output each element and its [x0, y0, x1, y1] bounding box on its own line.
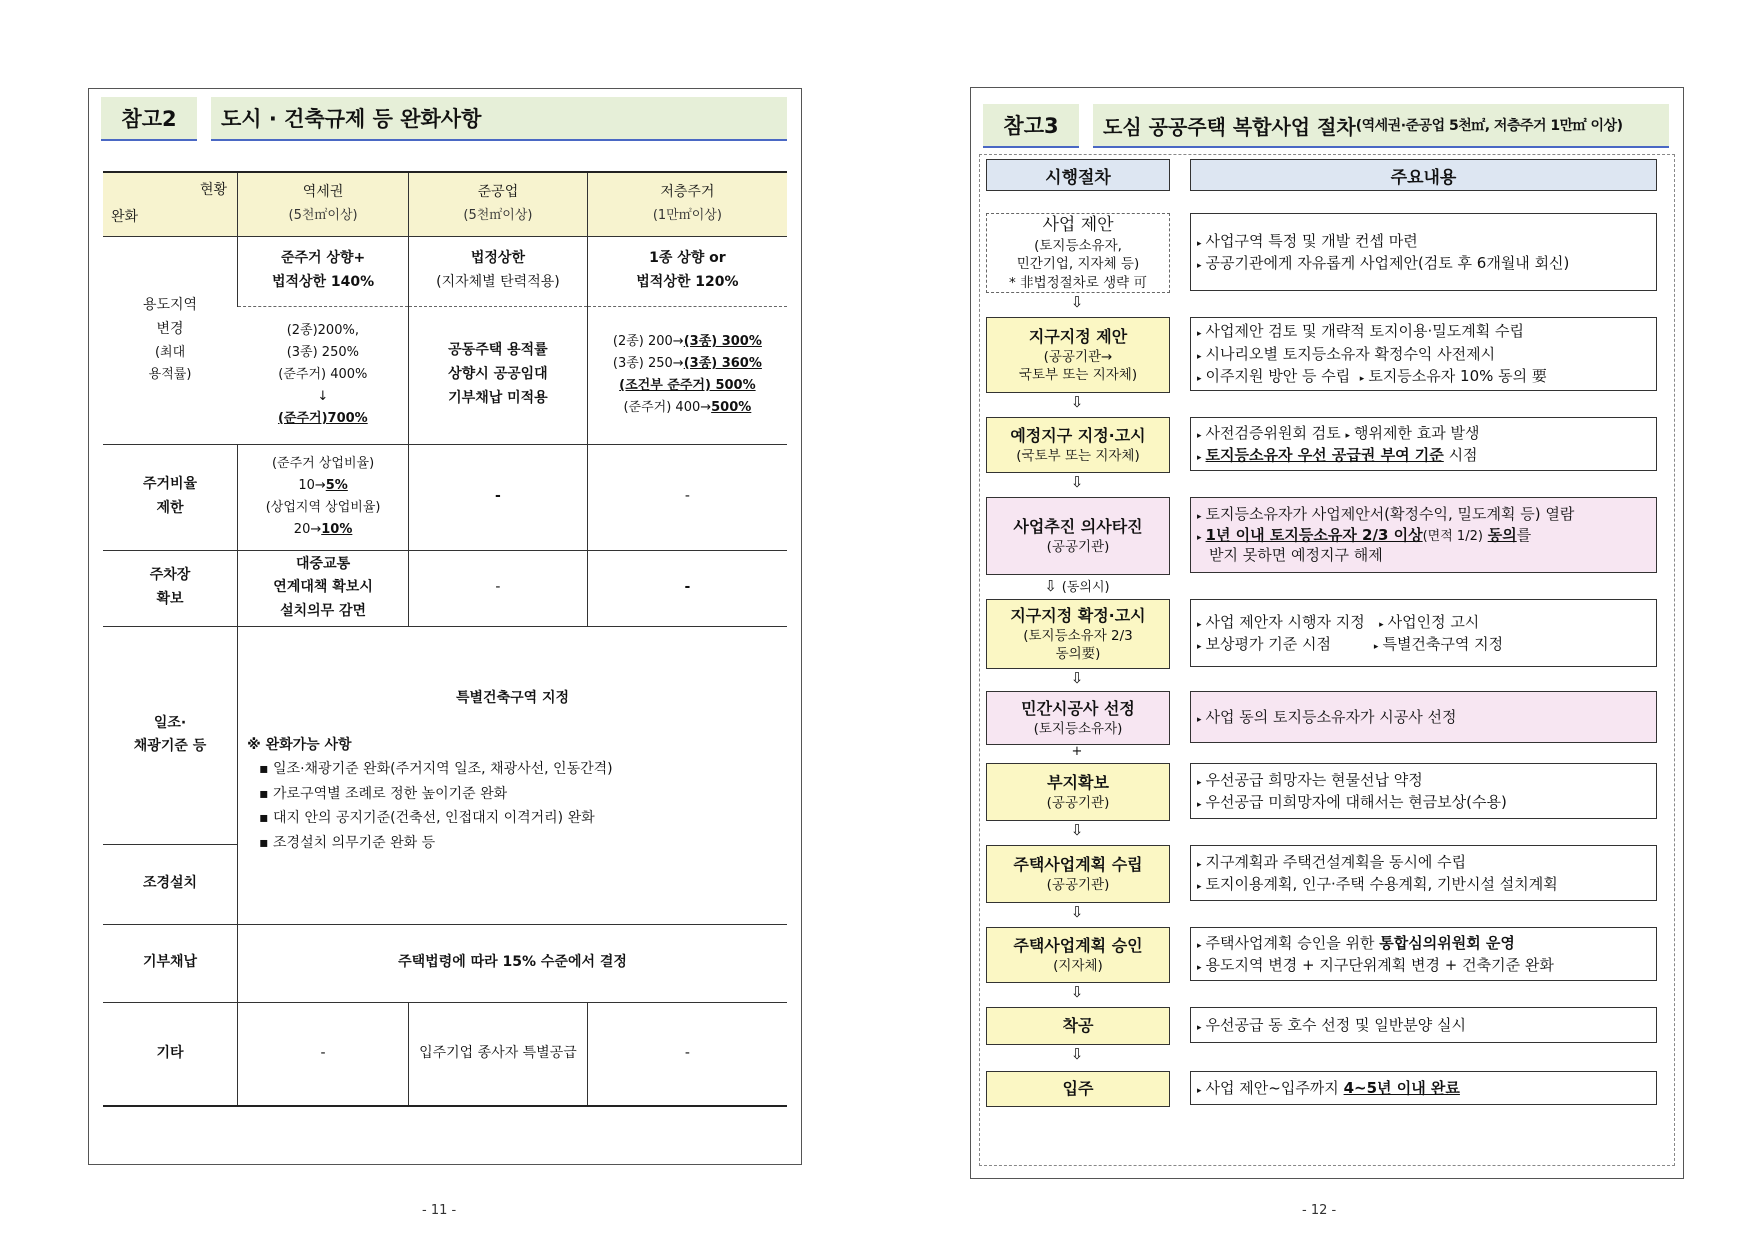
row-label-residential-ratio: 주거비율 제한	[103, 444, 238, 550]
special-zone-item: ▪ 가로구역별 조례로 정한 높이기준 완화	[259, 785, 508, 802]
row-label-etc: 기타	[103, 1002, 238, 1106]
cell-r3-c2: -	[409, 550, 588, 626]
diag-bottom-label: 완화	[111, 208, 139, 225]
cell-etc-c1: -	[238, 1002, 409, 1106]
right-header	[983, 104, 1669, 148]
cell-r3-c1: 대중교통 연계대책 확보시 설치의무 감면	[238, 550, 409, 626]
arrow-down-icon: ⇩	[1070, 293, 1084, 311]
regulation-table	[103, 171, 787, 1107]
plus-sign: +	[1071, 744, 1083, 759]
content-contractor: ▸ 사업 동의 토지등소유자가 시공사 선정	[1190, 691, 1657, 743]
cell-r1b-c1: (2종)200%, (3종) 250% (준주거) 400% ↓ (준주거)700%	[238, 306, 409, 444]
step-district-confirm: 지구지정 확정·고시 (토지등소유자 2/3 동의要)	[986, 599, 1170, 669]
cell-etc-c3: -	[587, 1002, 787, 1106]
cell-r1a-c2: 법정상한 (지자체별 탄력적용)	[409, 236, 588, 306]
content-construction: ▸ 우선공급 동 호수 선정 및 일반분양 실시	[1190, 1007, 1657, 1043]
row-label-zoning: 용도지역 변경 (최대 용적률)	[142, 297, 198, 382]
step-district-proposal: 지구지정 제안 (공공기관→ 국토부 또는 지자체)	[986, 317, 1170, 393]
col-header-lowrise: 저층주거 (1만㎡이상)	[587, 172, 787, 236]
content-district-proposal: ▸ 사업제안 검토 및 개략적 토지이용·밀도계획 수립 ▸ 시나리오별 토지등소유자 확정수익 사전제시 ▸ 이주지원 방안 등 수립 ▸ 토지등소유자 10% 동의 要	[1190, 317, 1657, 391]
cell-r1a-c3: 1종 상향 or 법적상한 120%	[587, 236, 787, 306]
special-zone-item: ▪ 조경설치 의무기준 완화 등	[259, 834, 436, 851]
arrow-down-icon: ⇩ (동의시)	[1044, 577, 1110, 595]
cell-etc-c2: 입주기업 종사자 특별공급	[409, 1002, 588, 1106]
left-header	[101, 97, 787, 141]
content-intent-survey: ▸ 토지등소유자가 사업제안서(확정수익, 밀도계획 등) 열람 ▸ 1년 이내 토지등소유자 2/3 이상(면적 1/2) 동의를 받지 못하면 예정지구 해제	[1190, 497, 1657, 573]
cell-r2-c2: -	[409, 444, 588, 550]
page-number-right: - 12 -	[1302, 1203, 1337, 1218]
step-construction: 착공	[986, 1007, 1170, 1045]
special-zone-item: ▪ 대지 안의 공지기준(건축선, 인접대지 이격거리) 완화	[259, 810, 595, 827]
content-proposal: ▸ 사업구역 특정 및 개발 컨셉 마련 ▸ 공공기관에게 자유롭게 사업제안(검토 후 6개월내 회신)	[1190, 213, 1657, 291]
step-plan-approval: 주택사업계획 승인 (지자체)	[986, 927, 1170, 983]
page-left	[88, 88, 802, 1165]
cell-special-zone	[238, 626, 787, 924]
page-right	[970, 87, 1684, 1179]
content-plan-approval: ▸ 주택사업계획 승인을 위한 통합심의위원회 운영 ▸ 용도지역 변경 + 지구단위계획 변경 + 건축기준 완화	[1190, 927, 1657, 981]
step-proposal: 사업 제안 (토지등소유자, 민간기업, 지자체 등) * 非법정절차로 생략 可	[986, 213, 1170, 293]
step-housing-plan: 주택사업계획 수립 (공공기관)	[986, 845, 1170, 903]
step-contractor: 민간시공사 선정 (토지등소유자)	[986, 691, 1170, 745]
right-title: 도심 공공주택 복합사업 절차 (역세권·준공업 5천㎡, 저층주거 1만㎡ 이상)	[1093, 104, 1669, 148]
special-zone-note: ※ 완화가능 사항	[247, 736, 352, 753]
arrow-down-icon: ⇩	[1070, 669, 1084, 687]
header-procedure: 시행절차	[986, 159, 1170, 191]
diag-top-label: 현황	[200, 182, 228, 198]
cell-r1b-c2: 공동주택 용적률 상향시 공공임대 기부채납 미적용	[409, 306, 588, 444]
left-title: 도시 · 건축규제 등 완화사항	[211, 97, 787, 141]
arrow-down-icon: ⇩	[1070, 473, 1084, 491]
special-zone-title: 특별건축구역 지정	[456, 689, 570, 706]
content-district-confirm: ▸ 사업 제안자 시행자 지정 ▸ 사업인정 고시 ▸ 보상평가 기준 시점 ▸ 특별건축구역 지정	[1190, 599, 1657, 667]
step-move-in: 입주	[986, 1071, 1170, 1107]
cell-r2-c3: -	[587, 444, 787, 550]
header-content: 주요내용	[1190, 159, 1657, 191]
cell-donation: 주택법령에 따라 15% 수준에서 결정	[238, 924, 787, 1002]
table-diag-header	[103, 172, 238, 236]
procedure-flow	[979, 154, 1675, 1166]
special-zone-item: ▪ 일조·채광기준 완화(주거지역 일조, 채광사선, 인동간격)	[259, 761, 613, 778]
row-label-parking: 주차장 확보	[103, 550, 238, 626]
arrow-down-icon: ⇩	[1070, 983, 1084, 1001]
cell-r2-c1: (준주거 상업비율) 10→5% (상업지역 상업비율) 20→10%	[238, 444, 409, 550]
content-scheduled-district: ▸ 사전검증위원회 검토 ▸ 행위제한 효과 발생 ▸ 토지등소유자 우선 공급권 부여 기준 시점	[1190, 417, 1657, 471]
col-header-station: 역세권 (5천㎡이상)	[238, 172, 409, 236]
page-number-left: - 11 -	[422, 1203, 457, 1218]
content-land-acquisition: ▸ 우선공급 희망자는 현물선납 약정 ▸ 우선공급 미희망자에 대해서는 현금보상(수용)	[1190, 763, 1657, 819]
cell-r1a-c1: 준주거 상향+ 법적상한 140%	[238, 236, 409, 306]
arrow-down-icon: ⇩	[1070, 821, 1084, 839]
content-housing-plan: ▸ 지구계획과 주택건설계획을 동시에 수립 ▸ 토지이용계획, 인구·주택 수용계획, 기반시설 설치계획	[1190, 845, 1657, 901]
arrow-down-icon: ⇩	[1070, 1045, 1084, 1063]
row-label-landscape: 조경설치	[103, 844, 238, 924]
step-intent-survey: 사업추진 의사타진 (공공기관)	[986, 497, 1170, 575]
content-move-in: ▸ 사업 제안~입주까지 4~5년 이내 완료	[1190, 1071, 1657, 1105]
cell-r1b-c3: (2종) 200→(3종) 300% (3종) 250→(3종) 360% (조건부 준주거) 500% (준주거) 400→500%	[587, 306, 787, 444]
cell-r3-c3: -	[587, 550, 787, 626]
right-tag: 참고3	[983, 104, 1079, 148]
row-label-sunlight: 일조· 채광기준 등	[103, 626, 238, 844]
col-header-industrial: 준공업 (5천㎡이상)	[409, 172, 588, 236]
row-label-donation: 기부채납	[103, 924, 238, 1002]
arrow-down-icon: ⇩	[1070, 393, 1084, 411]
arrow-down-icon: ⇩	[1070, 903, 1084, 921]
left-tag: 참고2	[101, 97, 197, 141]
step-land-acquisition: 부지확보 (공공기관)	[986, 763, 1170, 821]
step-scheduled-district: 예정지구 지정·고시 (국토부 또는 지자체)	[986, 417, 1170, 473]
